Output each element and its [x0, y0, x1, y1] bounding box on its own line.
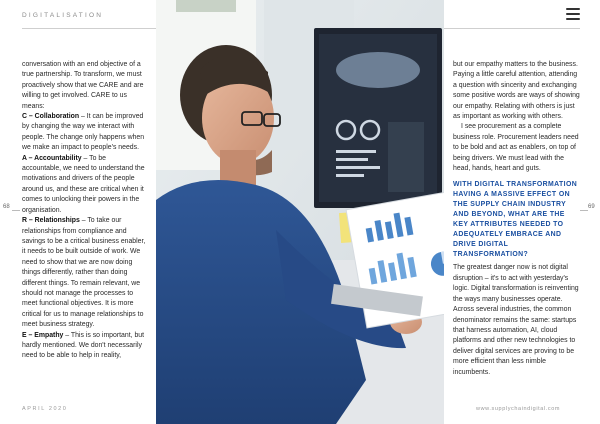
care-text: – This is so important, but hardly mentioned. We don't necessarily need to be able to help in reality,: [22, 331, 145, 360]
care-text: – To take our relationships from compliance and savings to be a critical business enabler, it needs to be built outside of work. We need to show that we are now doing things differently, rather than doing different things. To remain relevant, we should not manage the processes to meet functional objectives. It is more critical for us to manage relationships to meet business strategy.: [22, 217, 146, 329]
top-rule-right: [444, 28, 580, 29]
care-item-empathy: [22, 331, 146, 362]
footer-website-link[interactable]: www.supplychaindigital.com: [476, 406, 561, 412]
top-rule-left: [22, 28, 156, 29]
footer-date: APRIL 2020: [22, 406, 68, 412]
page-number-left: 68: [3, 204, 10, 210]
care-term: E – Empathy: [22, 331, 64, 339]
care-item-collaboration: [22, 112, 146, 154]
section-label: DIGITALISATION: [22, 12, 104, 19]
man-with-glasses-reviewing-charts-icon: [156, 0, 444, 424]
care-item-accountability: [22, 154, 146, 216]
hamburger-menu-icon[interactable]: [566, 8, 580, 20]
care-term: A – Accountability: [22, 154, 82, 162]
hero-photo: [156, 0, 444, 424]
page-number-rule-right: [580, 210, 588, 211]
care-text: – It can be improved by changing the way we interact with people. The change only happens when we make an impact to people's needs.: [22, 113, 145, 152]
section-heading: WITH DIGITAL TRANSFORMATION HAVING A MASSIVE EFFECT ON THE SUPPLY CHAIN INDUSTRY AND BEYOND, WHAT ARE THE KEY ATTRIBUTES NEEDED TO ADEQUATELY EMBRACE AND DRIVE DIGITAL TRANSFORMATION?: [453, 181, 578, 259]
intro-paragraph: conversation with an end objective of a true partnership. To transform, we must proactively show that we CARE and are willing to get involved. CARE to us means:: [22, 61, 144, 110]
care-item-relationships: [22, 216, 146, 330]
care-term: C – Collaboration: [22, 113, 80, 121]
page-number-right: 69: [588, 204, 595, 210]
left-column: [22, 60, 146, 362]
care-term: R – Relationships: [22, 217, 80, 225]
page-number-rule-left: [12, 210, 20, 211]
right-column: [453, 60, 581, 378]
answer-paragraph: The greatest danger now is not digital disruption – it's to act with yesterday's logic. Digital transformation is reinventing the ways many businesses operate. Across several industries, the common denominator remains the same: startups that harness automation, AI, cloud platforms and other new technologies to deliver digital services are proving to be more efficient than less nimble incumbents.: [453, 264, 579, 376]
procurement-paragraph: I see procurement as a complete business role. Procurement leaders need to be bold and act as enablers, on top of being drivers. We must lead with the head, hands, heart and guts.: [453, 123, 579, 173]
care-text: – To be accountable, we need to understand the motivations and drivers of the people around us, and these are critical when it comes to unlocking their powers in the organisation.: [22, 154, 145, 214]
continued-paragraph: but our empathy matters to the business. Paying a little careful attention, attending a question with sincerity and exchanging some positive words are ways of showing our empathy. Relating with others is just as important as working with others.: [453, 61, 580, 121]
